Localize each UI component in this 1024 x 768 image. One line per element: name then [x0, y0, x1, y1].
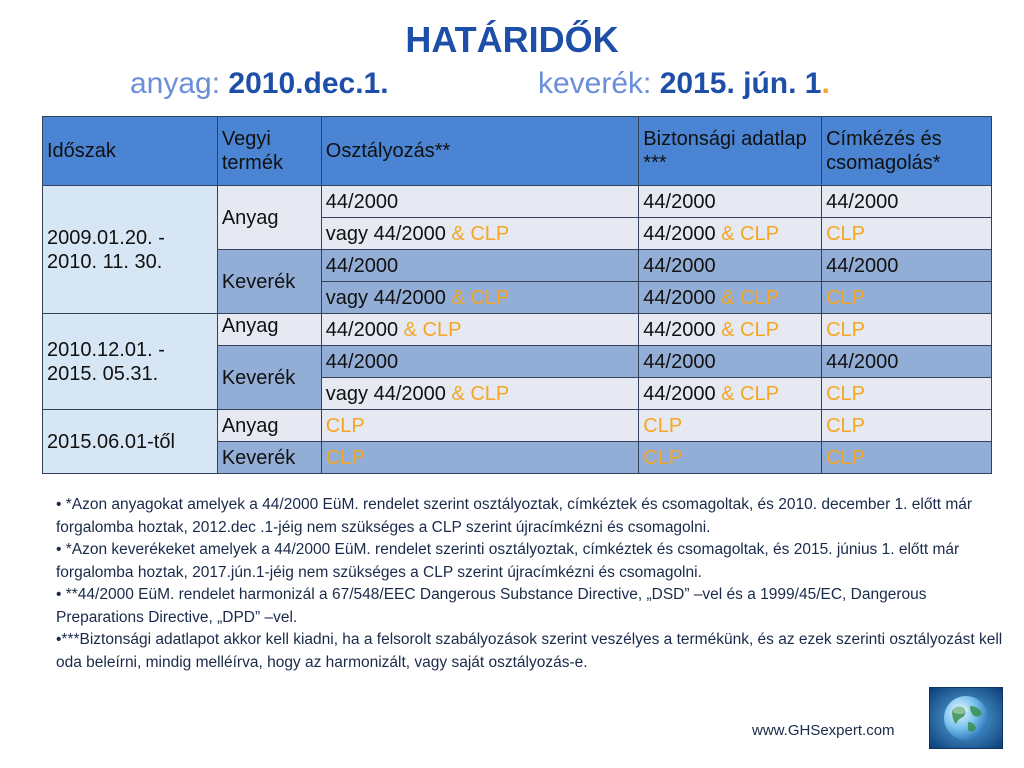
period-cell: 2015.06.01-től	[43, 410, 218, 474]
footnote-sds: •***Biztonsági adatlapot akkor kell kiadni, ha a felsorolt szabályozások szerint veszélyes a termékünk, és az ezek szerinti osztályozást kell oda beleírni, mindig melléírva, hogy az harmonizált, vagy saját osztályozás-e.	[56, 631, 1003, 671]
value-text: 44/2000	[643, 222, 716, 245]
sds-cell	[639, 218, 822, 250]
keverek-deadline	[538, 66, 830, 102]
clp-text: & CLP	[715, 382, 779, 405]
type-cell: Keverék	[217, 442, 321, 474]
classification-cell	[321, 218, 639, 250]
table-header-row	[43, 117, 992, 186]
labelling-cell: 44/2000	[822, 346, 992, 378]
type-cell: Keverék	[217, 250, 321, 314]
sds-cell: 44/2000	[639, 250, 822, 282]
globe-icon	[929, 687, 1003, 749]
footnote-harmonization: • **44/2000 EüM. rendelet harmonizál a 67/548/EEC Dangerous Substance Directive, „DSD” –vel és a 1999/45/EC, Dangerous Preparations Directive, „DPD” –vel.	[56, 586, 927, 626]
labelling-cell	[822, 410, 992, 442]
anyag-label: anyag:	[130, 67, 221, 100]
classification-cell	[321, 410, 639, 442]
type-cell: Anyag	[217, 186, 321, 250]
footnote-keverek: • *Azon keverékeket amelyek a 44/2000 EüM. rendelet szerinti osztályoztak, címkéztek és csomagoltak, és 2015. június 1. előtt már forgalomba hoztak, 2017.jún.1-jéig nem szükséges a CLP szerint újracímkézni és csomagolni.	[56, 541, 960, 581]
classification-cell: 44/2000	[321, 250, 639, 282]
value-text: vagy 44/2000	[325, 286, 446, 309]
clp-text: CLP	[826, 222, 865, 245]
value-text: 44/2000	[325, 318, 399, 341]
footnote-anyag: • *Azon anyagokat amelyek a 44/2000 EüM. rendelet szerint osztályoztak, címkéztek és csomagoltak, és 2010. december 1. előtt már forgalomba hoztak, 2012.dec .1-jéig nem szükséges a CLP szerint újracímkézni és csomagolni.	[56, 496, 973, 536]
table-row	[43, 186, 992, 218]
clp-text: CLP	[826, 286, 865, 309]
table-row	[43, 314, 992, 346]
clp-text: CLP	[643, 414, 683, 437]
sds-cell	[639, 410, 822, 442]
clp-text: & CLP	[445, 222, 510, 245]
value-text: vagy 44/2000	[325, 222, 446, 245]
labelling-cell	[822, 282, 992, 314]
classification-cell	[321, 442, 639, 474]
clp-text: CLP	[325, 414, 365, 437]
sds-cell	[639, 378, 822, 410]
value-text: vagy 44/2000	[325, 382, 446, 405]
clp-text: & CLP	[445, 286, 510, 309]
value-text: 44/2000	[643, 382, 716, 405]
labelling-cell	[822, 314, 992, 346]
clp-text: CLP	[643, 446, 683, 469]
page-title: HATÁRIDŐK	[405, 19, 619, 60]
labelling-cell	[822, 442, 992, 474]
labelling-cell: 44/2000	[822, 250, 992, 282]
sds-cell	[639, 282, 822, 314]
keverek-label: keverék:	[538, 67, 652, 100]
clp-text: & CLP	[715, 286, 779, 309]
type-cell: Keverék	[217, 346, 321, 410]
keverek-dot: .	[821, 67, 830, 100]
value-text: 44/2000	[643, 318, 716, 341]
clp-text: CLP	[826, 318, 865, 341]
sds-cell: 44/2000	[639, 346, 822, 378]
period-cell: 2009.01.20. - 2010. 11. 30.	[43, 186, 218, 314]
clp-text: & CLP	[398, 318, 462, 341]
sds-cell: 44/2000	[639, 186, 822, 218]
type-cell: Anyag	[217, 314, 321, 346]
clp-text: & CLP	[715, 222, 779, 245]
clp-text: CLP	[826, 414, 865, 437]
header-sds: Biztonsági adatlap ***	[639, 117, 822, 186]
labelling-cell: 44/2000	[822, 186, 992, 218]
clp-text: & CLP	[445, 382, 510, 405]
deadline-table	[42, 116, 992, 474]
clp-text: CLP	[826, 446, 865, 469]
type-cell: Anyag	[217, 410, 321, 442]
classification-cell	[321, 314, 639, 346]
classification-cell	[321, 378, 639, 410]
anyag-deadline	[130, 66, 389, 102]
header-classification: Osztályozás**	[321, 117, 639, 186]
clp-text: CLP	[325, 446, 365, 469]
globe-icon-graphic	[930, 688, 1002, 748]
table-row	[43, 410, 992, 442]
footnotes	[56, 494, 1006, 674]
sds-cell	[639, 442, 822, 474]
classification-cell: 44/2000	[321, 186, 639, 218]
sds-cell	[639, 314, 822, 346]
anyag-date: 2010.dec.1.	[228, 67, 389, 100]
keverek-date: 2015. jún. 1	[659, 67, 822, 100]
footer-url[interactable]: www.GHSexpert.com	[752, 722, 895, 739]
labelling-cell	[822, 378, 992, 410]
classification-cell	[321, 282, 639, 314]
clp-text: CLP	[826, 382, 865, 405]
classification-cell: 44/2000	[321, 346, 639, 378]
clp-text: & CLP	[715, 318, 779, 341]
header-product: Vegyi termék	[217, 117, 321, 186]
header-period: Időszak	[43, 117, 218, 186]
value-text: 44/2000	[643, 286, 716, 309]
period-cell: 2010.12.01. - 2015. 05.31.	[43, 314, 218, 410]
header-labelling: Címkézés és csomagolás*	[822, 117, 992, 186]
labelling-cell	[822, 218, 992, 250]
